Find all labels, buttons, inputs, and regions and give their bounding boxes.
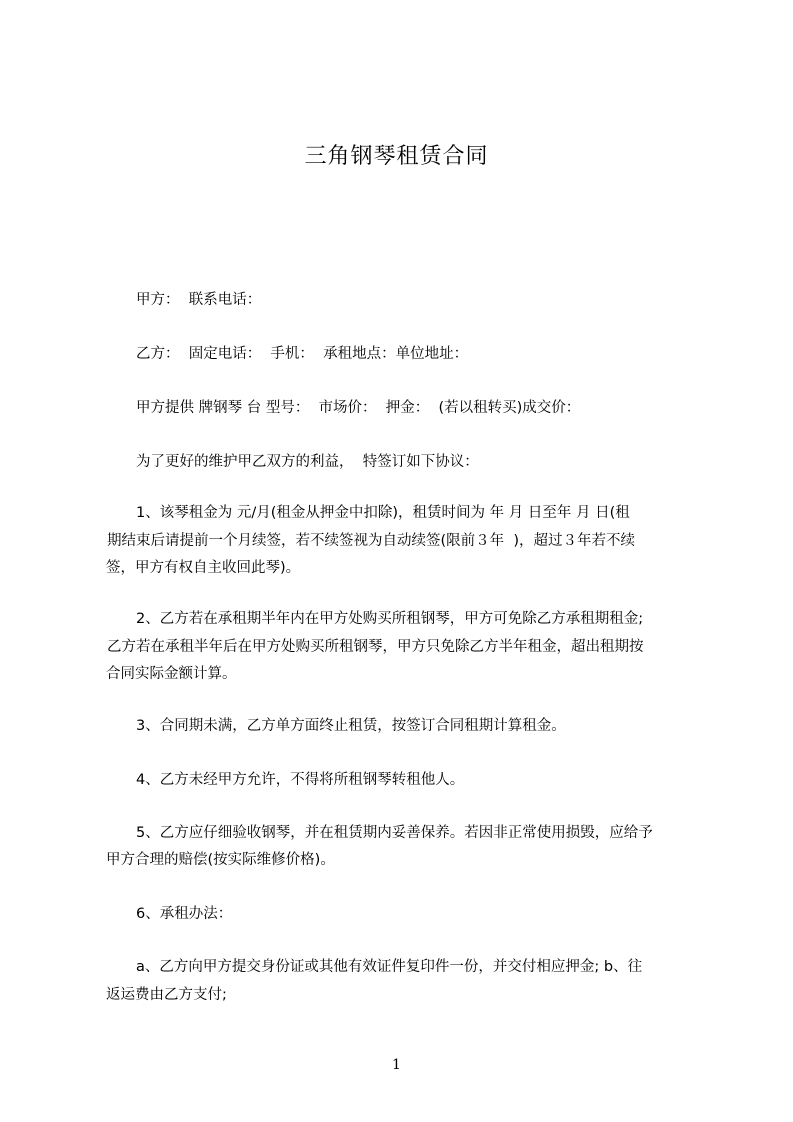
clause-2-line-2: 乙方若在承租半年后在甲方处购买所租钢琴，甲方只免除乙方半年租金，超出租期按 <box>107 639 644 655</box>
clause-6-line: 6、承租办法： <box>136 906 233 922</box>
clause-1-line-1: 1、该琴租金为 元/月(租金从押金中扣除)，租赁时间为 年 月 日至年 月 日(租 <box>136 505 630 521</box>
contract-title: 三角钢琴租赁合同 <box>304 144 489 169</box>
clause-6a-line-2: 返运费由乙方支付; <box>106 987 227 1003</box>
clause-2-line-3: 合同实际金额计算。 <box>106 666 237 682</box>
clause-1-line-2: 期结束后请提前一个月续签，若不续签视为自动续签(限前３年 )，超过３年若不续 <box>107 533 636 549</box>
piano-info-line: 甲方提供 牌钢琴 台 型号： 市场价： 押金： (若以租转买)成交价： <box>136 400 581 416</box>
clause-4-line: 4、乙方未经甲方允许，不得将所租钢琴转租他人。 <box>136 772 465 788</box>
clause-1-line-3: 签，甲方有权自主收回此琴)。 <box>106 560 301 576</box>
clause-2-line-1: 2、乙方若在承租期半年内在甲方处购买所租钢琴，甲方可免除乙方承租期租金; <box>136 611 644 627</box>
intro-line: 为了更好的维护甲乙双方的利益， 特签订如下协议： <box>136 454 479 470</box>
clause-3-line: 3、合同期未满，乙方单方面终止租赁，按签订合同租期计算租金。 <box>136 718 566 734</box>
party-b-line: 乙方： 固定电话： 手机： 承租地点：单位地址： <box>136 346 469 362</box>
clause-5-line-1: 5、乙方应仔细验收钢琴，并在租赁期内妥善保养。若因非正常使用损毁，应给予 <box>136 825 653 841</box>
page-number: 1 <box>392 1057 401 1073</box>
party-a-line: 甲方： 联系电话： <box>136 292 262 308</box>
clause-6a-line-1: a、乙方向甲方提交身份证或其他有效证件复印件一份，并交付相应押金; b、往 <box>136 959 643 975</box>
clause-5-line-2: 甲方合理的赔偿(按实际维修价格)。 <box>106 852 335 868</box>
